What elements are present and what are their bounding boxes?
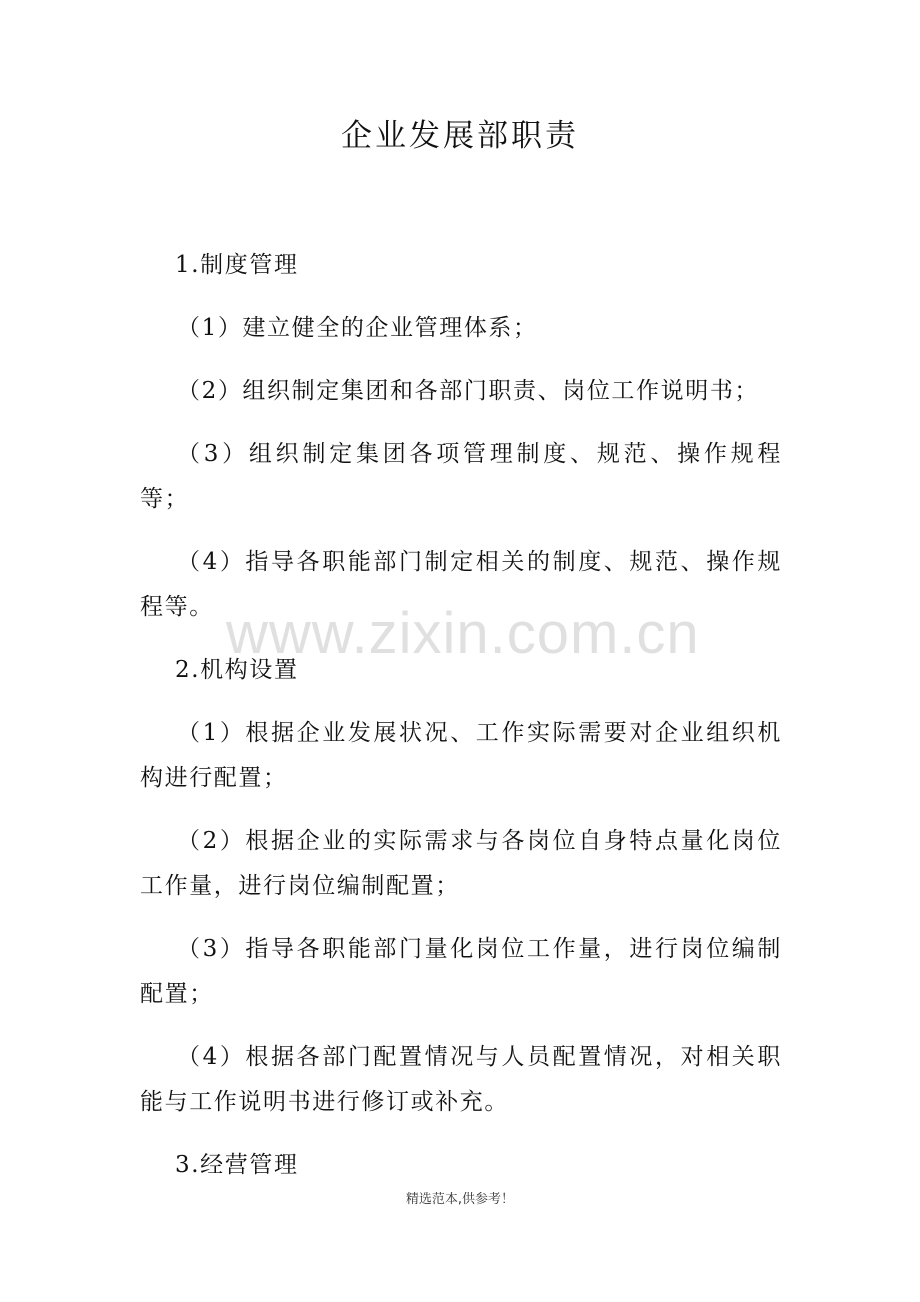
section-institution [140, 243, 782, 630]
section-heading: 3.经营管理 [175, 1152, 299, 1178]
section-organization [140, 648, 782, 1125]
list-item: （4）根据各部门配置情况与人员配置情况，对相关职能与工作说明书进行修订或补充。 [140, 1044, 782, 1115]
list-item: （3）组织制定集团各项管理制度、规范、操作规程等； [140, 441, 782, 512]
document-title: 企业发展部职责 [341, 118, 579, 154]
list-item: （2）根据企业的实际需求与各岗位自身特点量化岗位工作量，进行岗位编制配置； [140, 828, 782, 899]
list-item: （4）指导各职能部门制定相关的制度、规范、操作规程等。 [140, 549, 782, 620]
list-item: （1）建立健全的企业管理体系； [177, 315, 538, 341]
section-operations [140, 1143, 782, 1188]
section-heading: 1.制度管理 [175, 252, 299, 278]
document-body [140, 243, 782, 1206]
section-heading: 2.机构设置 [175, 657, 299, 683]
watermark: www.zixin.com.cn [226, 601, 700, 666]
page-footer: 精选范本,供参考！ [405, 1192, 515, 1207]
list-item: （3）指导各职能部门量化岗位工作量，进行岗位编制配置； [140, 936, 782, 1007]
list-item: （2）组织制定集团和各部门职责、岗位工作说明书； [177, 378, 760, 404]
list-item: （1）根据企业发展状况、工作实际需要对企业组织机构进行配置； [140, 720, 782, 791]
